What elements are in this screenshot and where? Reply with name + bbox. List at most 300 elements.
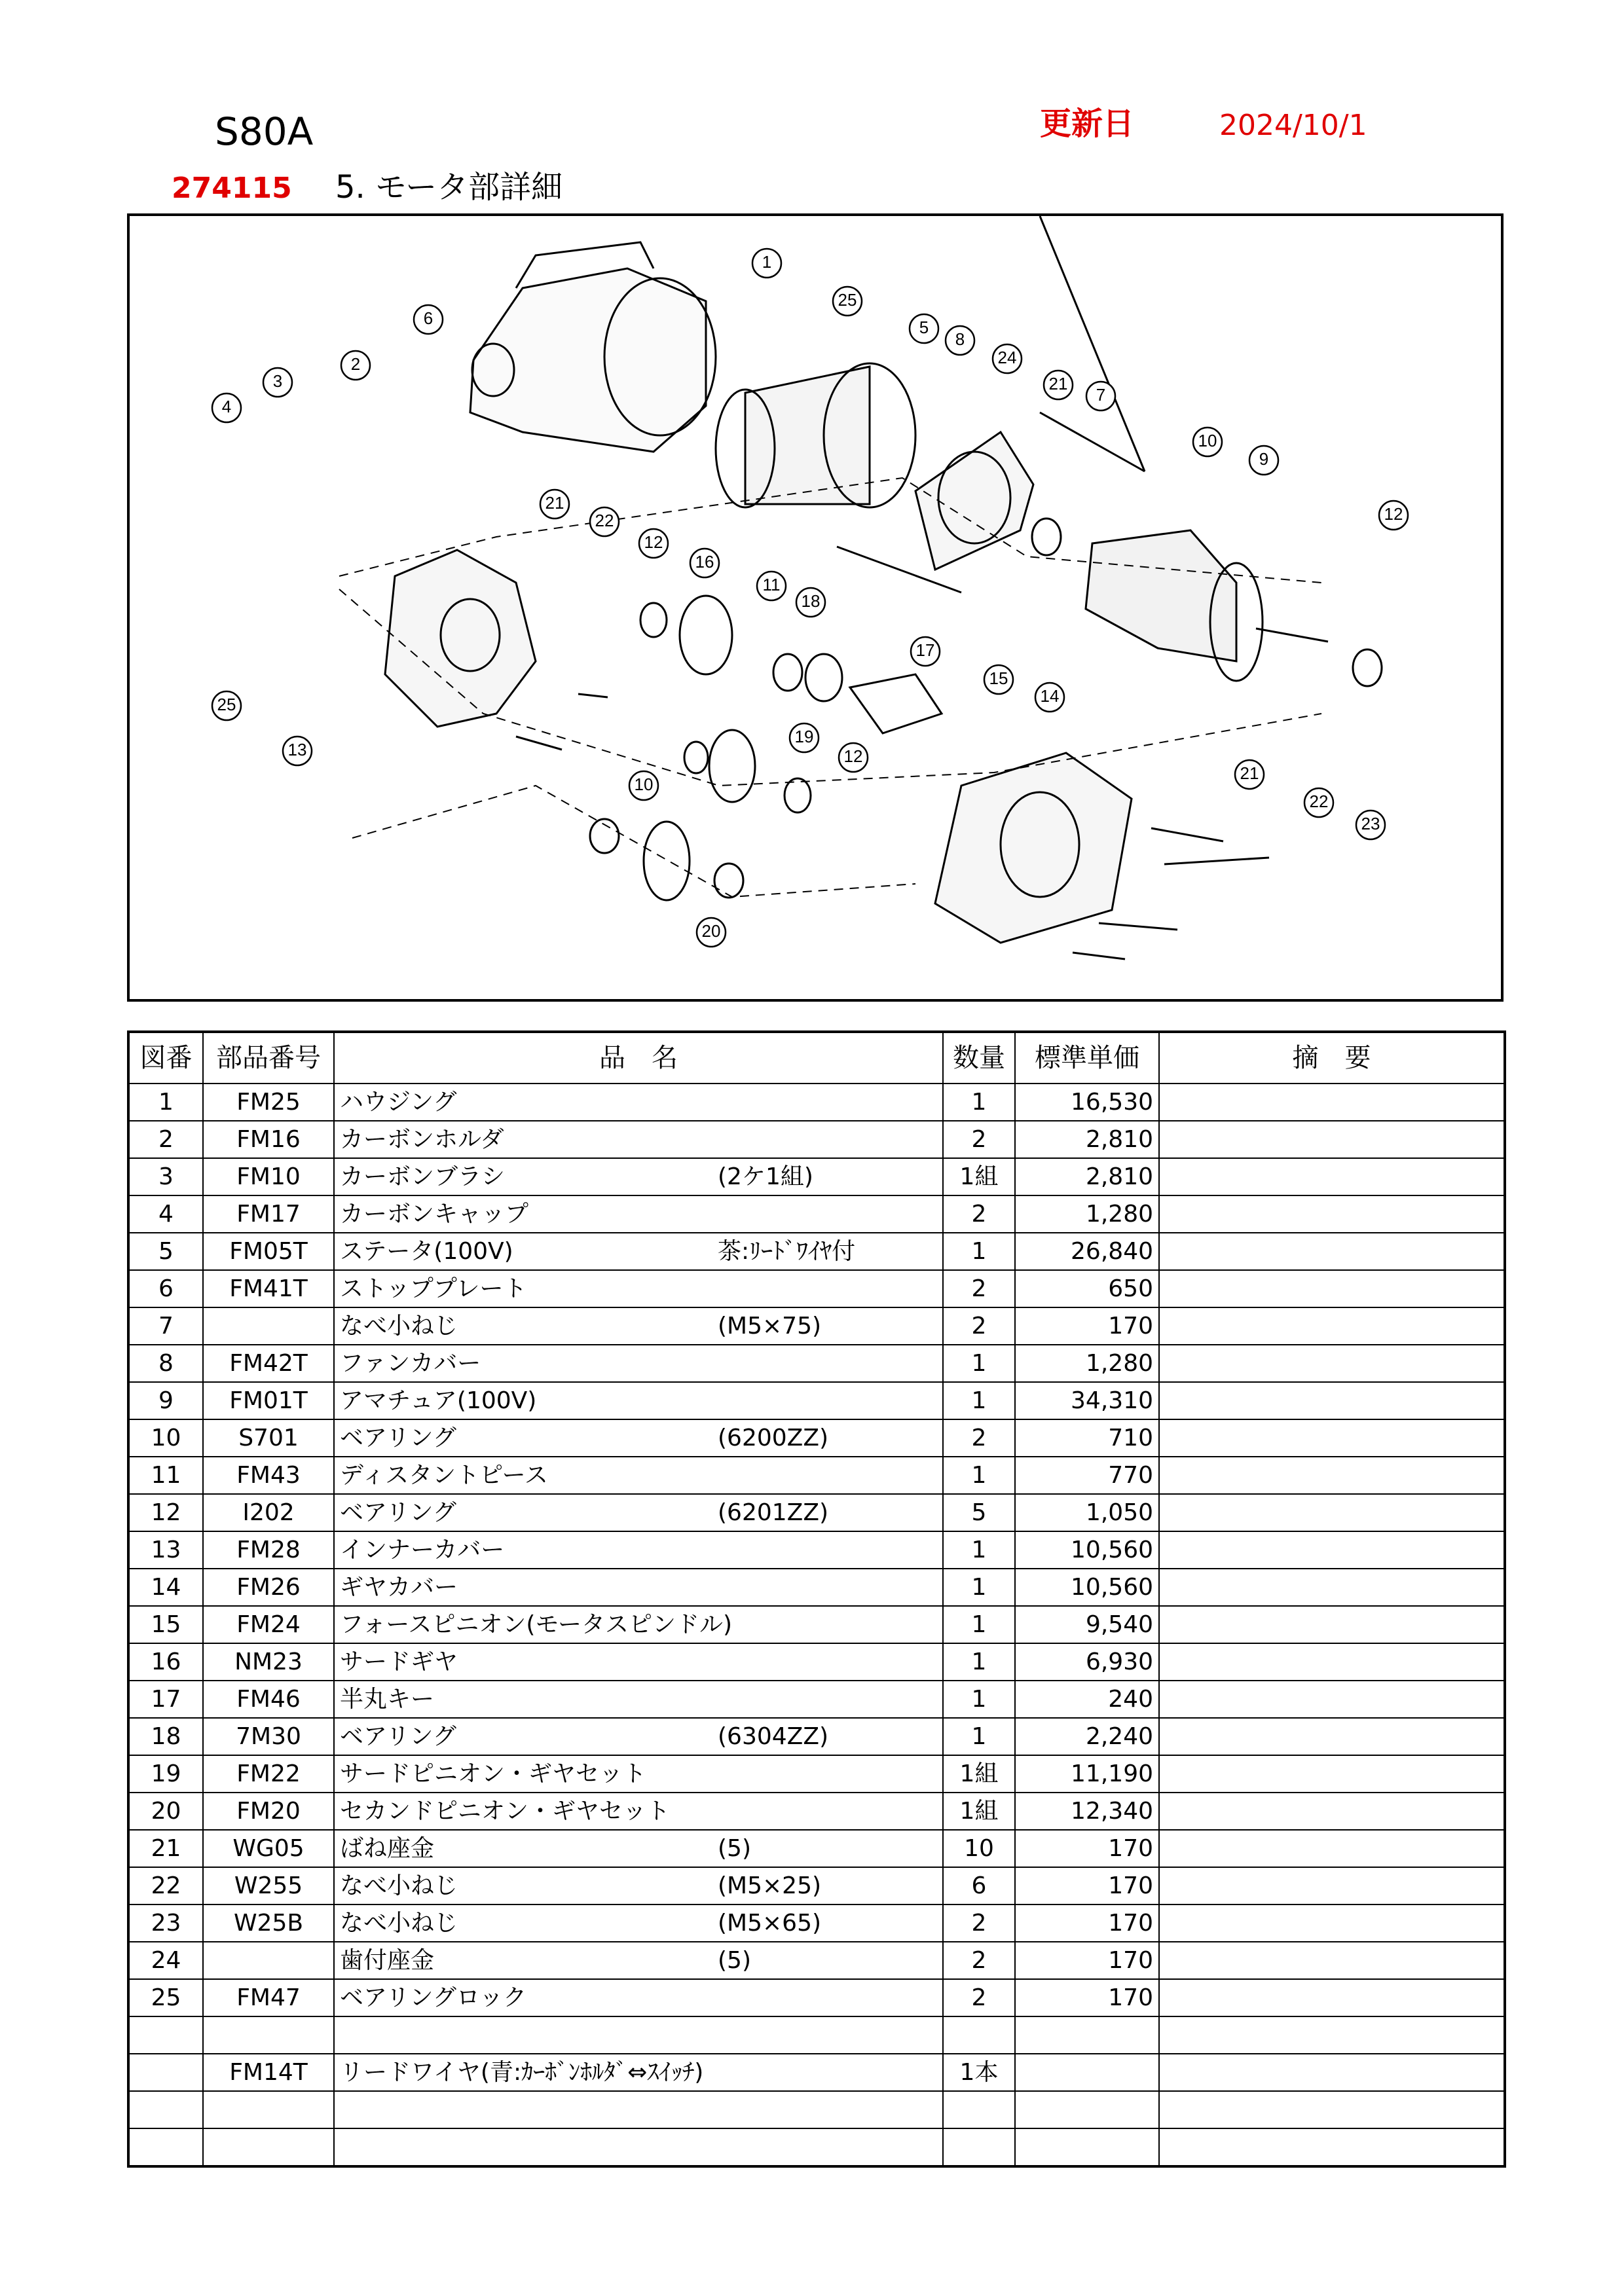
cell-remarks bbox=[1159, 1569, 1505, 1606]
cell-remarks bbox=[1159, 1830, 1505, 1867]
cell-part-no: FM16 bbox=[203, 1121, 334, 1158]
cell-fig-no: 24 bbox=[128, 1942, 203, 1979]
header-fig-no: 図番 bbox=[128, 1032, 203, 1084]
item-name: ベアリング bbox=[340, 1499, 456, 1526]
cell-item-name bbox=[334, 1942, 943, 1979]
header-item-name: 品 名 bbox=[334, 1032, 943, 1084]
cell-remarks bbox=[1159, 2128, 1505, 2166]
item-spec: (6200ZZ) bbox=[718, 1424, 829, 1451]
cell-fig-no: 25 bbox=[128, 1979, 203, 2016]
cell-fig-no: 23 bbox=[128, 1904, 203, 1942]
cell-unit-price: 11,190 bbox=[1015, 1755, 1159, 1793]
item-spec: (6304ZZ) bbox=[718, 1722, 829, 1750]
cell-unit-price: 170 bbox=[1015, 1942, 1159, 1979]
callout-number: 10 bbox=[634, 774, 654, 794]
item-name: なべ小ねじ bbox=[340, 1312, 458, 1339]
item-name: フォースピニオン(モータスピンドル) bbox=[340, 1611, 733, 1638]
cell-quantity: 1本 bbox=[943, 2054, 1015, 2091]
table-row bbox=[128, 1419, 1505, 1457]
item-name: ベアリング bbox=[340, 1424, 456, 1451]
cell-fig-no: 7 bbox=[128, 1307, 203, 1345]
cell-remarks bbox=[1159, 2091, 1505, 2128]
item-name: サードギヤ bbox=[340, 1648, 458, 1675]
cell-part-no: FM46 bbox=[203, 1681, 334, 1718]
table-header-row bbox=[128, 1032, 1505, 1084]
callout-number: 25 bbox=[217, 694, 236, 714]
cell-fig-no: 13 bbox=[128, 1531, 203, 1569]
cell-remarks bbox=[1159, 1233, 1505, 1270]
table-row bbox=[128, 1681, 1505, 1718]
cell-quantity: 2 bbox=[943, 1419, 1015, 1457]
table-row bbox=[128, 1158, 1505, 1195]
cell-fig-no: 6 bbox=[128, 1270, 203, 1307]
cell-quantity: 2 bbox=[943, 1979, 1015, 2016]
cell-quantity: 2 bbox=[943, 1121, 1015, 1158]
callout-number: 24 bbox=[997, 347, 1017, 367]
item-name: ベアリングロック bbox=[340, 1984, 527, 2011]
cell-remarks bbox=[1159, 1643, 1505, 1681]
cell-fig-no: 5 bbox=[128, 1233, 203, 1270]
cell-part-no bbox=[203, 2091, 334, 2128]
callout-number: 12 bbox=[1384, 503, 1403, 524]
cell-fig-no: 14 bbox=[128, 1569, 203, 1606]
cell-fig-no: 22 bbox=[128, 1867, 203, 1904]
update-date: 2024/10/1 bbox=[1219, 109, 1367, 142]
cell-part-no: FM41T bbox=[203, 1270, 334, 1307]
cell-remarks bbox=[1159, 1979, 1505, 2016]
cell-unit-price: 170 bbox=[1015, 1979, 1159, 2016]
cell-part-no: FM25 bbox=[203, 1084, 334, 1121]
table-row bbox=[128, 1830, 1505, 1867]
cell-quantity: 1 bbox=[943, 1382, 1015, 1419]
cell-fig-no: 11 bbox=[128, 1457, 203, 1494]
cell-remarks bbox=[1159, 1195, 1505, 1233]
cell-item-name bbox=[334, 1643, 943, 1681]
cell-quantity: 1 bbox=[943, 1569, 1015, 1606]
cell-item-name bbox=[334, 1755, 943, 1793]
cell-quantity: 1 bbox=[943, 1457, 1015, 1494]
table-row bbox=[128, 1307, 1505, 1345]
callout-number: 6 bbox=[423, 308, 434, 328]
model-name: S80A bbox=[215, 109, 314, 154]
cell-quantity: 1 bbox=[943, 1233, 1015, 1270]
cell-quantity: 2 bbox=[943, 1904, 1015, 1942]
cell-quantity bbox=[943, 2091, 1015, 2128]
callout-number: 21 bbox=[1240, 763, 1259, 783]
cell-unit-price bbox=[1015, 2091, 1159, 2128]
cell-unit-price: 1,280 bbox=[1015, 1195, 1159, 1233]
gear-19 bbox=[709, 730, 755, 802]
fan-cover-part bbox=[915, 432, 1033, 570]
callout-number: 5 bbox=[919, 317, 929, 337]
cell-fig-no: 1 bbox=[128, 1084, 203, 1121]
cell-unit-price: 1,050 bbox=[1015, 1494, 1159, 1531]
callout-number: 21 bbox=[545, 492, 564, 513]
cell-quantity: 1組 bbox=[943, 1158, 1015, 1195]
bearing-18 bbox=[805, 654, 842, 701]
part-code: 274115 bbox=[172, 172, 292, 205]
item-name: ギヤカバー bbox=[340, 1573, 458, 1601]
cell-fig-no: 20 bbox=[128, 1793, 203, 1830]
cell-unit-price: 16,530 bbox=[1015, 1084, 1159, 1121]
table-row bbox=[128, 1979, 1505, 2016]
cell-remarks bbox=[1159, 1942, 1505, 1979]
table-row bbox=[128, 1755, 1505, 1793]
cell-item-name bbox=[334, 1531, 943, 1569]
cell-part-no: FM14T bbox=[203, 2054, 334, 2091]
cell-quantity: 2 bbox=[943, 1942, 1015, 1979]
cell-quantity: 5 bbox=[943, 1494, 1015, 1531]
cell-item-name bbox=[334, 1121, 943, 1158]
callout-number: 12 bbox=[644, 532, 663, 552]
callout-number: 14 bbox=[1040, 685, 1060, 706]
table-row bbox=[128, 1382, 1505, 1419]
table-row bbox=[128, 1531, 1505, 1569]
cell-quantity: 10 bbox=[943, 1830, 1015, 1867]
cell-unit-price: 710 bbox=[1015, 1419, 1159, 1457]
cell-part-no: FM20 bbox=[203, 1793, 334, 1830]
cell-unit-price: 170 bbox=[1015, 1867, 1159, 1904]
cell-part-no: FM22 bbox=[203, 1755, 334, 1793]
item-name: サードピニオン・ギヤセット bbox=[340, 1760, 647, 1787]
cell-quantity bbox=[943, 2016, 1015, 2054]
cell-remarks bbox=[1159, 1755, 1505, 1793]
item-name: カーボンブラシ bbox=[340, 1163, 506, 1190]
cell-fig-no: 3 bbox=[128, 1158, 203, 1195]
cell-unit-price: 2,240 bbox=[1015, 1718, 1159, 1755]
cell-remarks bbox=[1159, 2054, 1505, 2091]
cell-remarks bbox=[1159, 1904, 1505, 1942]
cell-fig-no bbox=[128, 2016, 203, 2054]
gear-cover-part bbox=[935, 753, 1132, 943]
cell-remarks bbox=[1159, 1382, 1505, 1419]
cell-unit-price bbox=[1015, 2054, 1159, 2091]
item-name: カーボンホルダ bbox=[340, 1125, 504, 1153]
cell-item-name bbox=[334, 1158, 943, 1195]
cell-fig-no: 12 bbox=[128, 1494, 203, 1531]
cell-remarks bbox=[1159, 1307, 1505, 1345]
cell-quantity bbox=[943, 2128, 1015, 2166]
cell-item-name bbox=[334, 2091, 943, 2128]
pinion-15 bbox=[850, 674, 942, 733]
cell-remarks bbox=[1159, 1345, 1505, 1382]
callout-number: 2 bbox=[350, 354, 361, 374]
cell-remarks bbox=[1159, 1419, 1505, 1457]
update-label: 更新日 bbox=[1040, 105, 1135, 142]
cell-remarks bbox=[1159, 1158, 1505, 1195]
table-row bbox=[128, 1121, 1505, 1158]
cell-item-name bbox=[334, 1345, 943, 1382]
cell-item-name bbox=[334, 1718, 943, 1755]
cell-item-name bbox=[334, 1904, 943, 1942]
cell-unit-price: 770 bbox=[1015, 1457, 1159, 1494]
cell-quantity: 1組 bbox=[943, 1755, 1015, 1793]
table-row bbox=[128, 1233, 1505, 1270]
callout-number: 11 bbox=[762, 574, 781, 594]
cell-remarks bbox=[1159, 1121, 1505, 1158]
cell-quantity: 1 bbox=[943, 1643, 1015, 1681]
cell-quantity: 6 bbox=[943, 1867, 1015, 1904]
header-part-no: 部品番号 bbox=[203, 1032, 334, 1084]
item-spec: (M5×65) bbox=[718, 1909, 822, 1937]
cell-item-name bbox=[334, 1867, 943, 1904]
item-name: リードワイヤ(青:ｶｰﾎﾞﾝﾎﾙﾀﾞ⇔ｽｲｯﾁ) bbox=[340, 2058, 704, 2086]
cell-fig-no: 16 bbox=[128, 1643, 203, 1681]
screw-7 bbox=[1040, 216, 1145, 471]
cell-remarks bbox=[1159, 1681, 1505, 1718]
cell-unit-price: 240 bbox=[1015, 1681, 1159, 1718]
callout-number: 22 bbox=[1309, 791, 1329, 811]
table-row bbox=[128, 1457, 1505, 1494]
callout-number: 15 bbox=[989, 668, 1008, 688]
callout-number: 10 bbox=[1198, 430, 1217, 450]
header-remarks: 摘 要 bbox=[1159, 1032, 1505, 1084]
cell-part-no: FM01T bbox=[203, 1382, 334, 1419]
table-row bbox=[128, 1718, 1505, 1755]
cell-remarks bbox=[1159, 1084, 1505, 1121]
item-spec: 茶:ﾘｰﾄﾞﾜｲﾔ付 bbox=[718, 1237, 856, 1265]
cell-part-no bbox=[203, 2016, 334, 2054]
cell-item-name bbox=[334, 2016, 943, 2054]
cell-unit-price: 170 bbox=[1015, 1307, 1159, 1345]
cell-part-no: W255 bbox=[203, 1867, 334, 1904]
cell-fig-no: 9 bbox=[128, 1382, 203, 1419]
cell-part-no bbox=[203, 2128, 334, 2166]
cell-item-name bbox=[334, 1494, 943, 1531]
cell-item-name bbox=[334, 1419, 943, 1457]
table-row bbox=[128, 1606, 1505, 1643]
gear-16 bbox=[680, 596, 732, 674]
cell-remarks bbox=[1159, 1531, 1505, 1569]
table-row bbox=[128, 1084, 1505, 1121]
callout-number: 8 bbox=[955, 329, 965, 349]
table-row bbox=[128, 1569, 1505, 1606]
item-name: 歯付座金 bbox=[340, 1946, 435, 1974]
cell-unit-price bbox=[1015, 2128, 1159, 2166]
callout-number: 3 bbox=[272, 371, 283, 391]
cell-remarks bbox=[1159, 1494, 1505, 1531]
table-row bbox=[128, 1643, 1505, 1681]
cell-fig-no bbox=[128, 2054, 203, 2091]
item-name: ストッププレート bbox=[340, 1275, 527, 1302]
callout-number: 23 bbox=[1361, 813, 1380, 833]
cell-unit-price: 12,340 bbox=[1015, 1793, 1159, 1830]
callout-number: 12 bbox=[843, 746, 863, 766]
cell-item-name bbox=[334, 1793, 943, 1830]
item-name: ハウジング bbox=[340, 1088, 457, 1116]
cell-remarks bbox=[1159, 1606, 1505, 1643]
cell-fig-no: 10 bbox=[128, 1419, 203, 1457]
cell-part-no: NM23 bbox=[203, 1643, 334, 1681]
callout-number: 4 bbox=[221, 396, 232, 416]
cell-item-name bbox=[334, 1681, 943, 1718]
gear-20 bbox=[644, 822, 690, 900]
callout-number: 7 bbox=[1096, 384, 1106, 405]
callout-number: 20 bbox=[701, 920, 721, 941]
cell-fig-no: 4 bbox=[128, 1195, 203, 1233]
cell-part-no bbox=[203, 1942, 334, 1979]
table-row bbox=[128, 1195, 1505, 1233]
cell-part-no: FM17 bbox=[203, 1195, 334, 1233]
cell-unit-price: 2,810 bbox=[1015, 1158, 1159, 1195]
cell-part-no: FM47 bbox=[203, 1979, 334, 2016]
cell-item-name bbox=[334, 1457, 943, 1494]
cell-part-no: WG05 bbox=[203, 1830, 334, 1867]
cell-unit-price: 170 bbox=[1015, 1904, 1159, 1942]
cell-quantity: 1 bbox=[943, 1531, 1015, 1569]
header-unit-price: 標準単価 bbox=[1015, 1032, 1159, 1084]
cell-quantity: 2 bbox=[943, 1195, 1015, 1233]
item-spec: (M5×25) bbox=[718, 1872, 822, 1899]
bearing-19b bbox=[684, 742, 708, 773]
cell-fig-no: 2 bbox=[128, 1121, 203, 1158]
cell-part-no: FM05T bbox=[203, 1233, 334, 1270]
cell-unit-price: 650 bbox=[1015, 1270, 1159, 1307]
item-spec: (M5×75) bbox=[718, 1312, 822, 1339]
item-name: なべ小ねじ bbox=[340, 1872, 458, 1899]
item-name: ファンカバー bbox=[340, 1349, 481, 1377]
cell-item-name bbox=[334, 1979, 943, 2016]
cell-quantity: 1組 bbox=[943, 1793, 1015, 1830]
cell-item-name bbox=[334, 1830, 943, 1867]
cell-unit-price: 10,560 bbox=[1015, 1531, 1159, 1569]
cell-part-no: I202 bbox=[203, 1494, 334, 1531]
item-name: ばね座金 bbox=[340, 1834, 435, 1862]
cell-item-name bbox=[334, 1270, 943, 1307]
callout-number: 18 bbox=[801, 591, 821, 611]
bearing-12a bbox=[1353, 649, 1382, 686]
table-row bbox=[128, 2016, 1505, 2054]
table-row bbox=[128, 2128, 1505, 2166]
cell-part-no: S701 bbox=[203, 1419, 334, 1457]
section-title: 5. モータ部詳細 bbox=[335, 169, 563, 206]
housing-part bbox=[470, 242, 716, 452]
cell-part-no: 7M30 bbox=[203, 1718, 334, 1755]
cell-fig-no: 17 bbox=[128, 1681, 203, 1718]
cell-unit-price: 6,930 bbox=[1015, 1643, 1159, 1681]
item-name: ステータ(100V) bbox=[340, 1237, 513, 1265]
stator-part bbox=[716, 363, 915, 507]
cell-unit-price: 34,310 bbox=[1015, 1382, 1159, 1419]
cell-unit-price: 9,540 bbox=[1015, 1606, 1159, 1643]
cell-quantity: 2 bbox=[943, 1270, 1015, 1307]
bearing-11 bbox=[773, 654, 802, 691]
header-quantity: 数量 bbox=[943, 1032, 1015, 1084]
item-name: インナーカバー bbox=[340, 1536, 505, 1563]
item-name: 半丸キー bbox=[340, 1685, 435, 1713]
table-row bbox=[128, 1793, 1505, 1830]
callout-number: 25 bbox=[838, 289, 857, 310]
callout-number: 17 bbox=[915, 640, 935, 660]
inner-cover-part bbox=[385, 550, 536, 727]
cell-fig-no bbox=[128, 2128, 203, 2166]
bearing-20b bbox=[714, 864, 743, 898]
item-name: ディスタントピース bbox=[340, 1461, 548, 1489]
callout-number: 22 bbox=[595, 510, 614, 530]
exploded-diagram-drawing bbox=[130, 216, 1506, 1004]
item-name: アマチュア(100V) bbox=[340, 1387, 537, 1414]
armature-part bbox=[1086, 530, 1328, 681]
cell-fig-no: 15 bbox=[128, 1606, 203, 1643]
table-row bbox=[128, 2054, 1505, 2091]
cell-part-no: FM28 bbox=[203, 1531, 334, 1569]
table-row bbox=[128, 2091, 1505, 2128]
bearing-12b bbox=[640, 603, 667, 637]
cell-item-name bbox=[334, 1307, 943, 1345]
cell-item-name bbox=[334, 1233, 943, 1270]
cell-remarks bbox=[1159, 1270, 1505, 1307]
table-row bbox=[128, 1494, 1505, 1531]
callout-number: 1 bbox=[762, 251, 772, 272]
cell-remarks bbox=[1159, 2016, 1505, 2054]
item-spec: (5) bbox=[718, 1834, 751, 1862]
cell-quantity: 1 bbox=[943, 1681, 1015, 1718]
callout-number: 9 bbox=[1259, 448, 1269, 469]
table-row bbox=[128, 1904, 1505, 1942]
cell-unit-price: 2,810 bbox=[1015, 1121, 1159, 1158]
item-name: セカンドピニオン・ギヤセット bbox=[340, 1797, 671, 1825]
table-row bbox=[128, 1867, 1505, 1904]
cell-fig-no: 21 bbox=[128, 1830, 203, 1867]
cell-unit-price: 170 bbox=[1015, 1830, 1159, 1867]
cell-part-no: FM42T bbox=[203, 1345, 334, 1382]
cell-quantity: 1 bbox=[943, 1606, 1015, 1643]
cell-part-no: FM26 bbox=[203, 1569, 334, 1606]
cell-item-name bbox=[334, 1606, 943, 1643]
item-name: なべ小ねじ bbox=[340, 1909, 458, 1937]
table-row bbox=[128, 1942, 1505, 1979]
cell-part-no: FM10 bbox=[203, 1158, 334, 1195]
cell-quantity: 1 bbox=[943, 1345, 1015, 1382]
cell-remarks bbox=[1159, 1718, 1505, 1755]
cell-item-name bbox=[334, 1084, 943, 1121]
cell-remarks bbox=[1159, 1867, 1505, 1904]
item-spec: (2ケ1組) bbox=[718, 1163, 813, 1190]
cell-part-no bbox=[203, 1307, 334, 1345]
cell-unit-price: 1,280 bbox=[1015, 1345, 1159, 1382]
callout-number: 21 bbox=[1048, 373, 1068, 393]
parts-table bbox=[127, 1030, 1506, 2168]
bearing-12c bbox=[784, 778, 811, 812]
cell-quantity: 1 bbox=[943, 1718, 1015, 1755]
cell-quantity: 1 bbox=[943, 1084, 1015, 1121]
cell-unit-price: 26,840 bbox=[1015, 1233, 1159, 1270]
cell-item-name bbox=[334, 1195, 943, 1233]
exploded-diagram bbox=[127, 213, 1504, 1002]
cell-quantity: 2 bbox=[943, 1307, 1015, 1345]
callout-number: 19 bbox=[794, 726, 814, 746]
cell-unit-price: 10,560 bbox=[1015, 1569, 1159, 1606]
cell-item-name bbox=[334, 1569, 943, 1606]
table-row bbox=[128, 1270, 1505, 1307]
bearing-10a bbox=[1032, 519, 1061, 555]
item-spec: (6201ZZ) bbox=[718, 1499, 829, 1526]
cell-fig-no bbox=[128, 2091, 203, 2128]
callout-number: 13 bbox=[287, 739, 307, 759]
table-row bbox=[128, 1345, 1505, 1382]
cell-item-name bbox=[334, 2128, 943, 2166]
cell-fig-no: 19 bbox=[128, 1755, 203, 1793]
cell-item-name bbox=[334, 2054, 943, 2091]
callout-number: 16 bbox=[695, 551, 714, 572]
cell-part-no: FM43 bbox=[203, 1457, 334, 1494]
cell-fig-no: 18 bbox=[128, 1718, 203, 1755]
cell-part-no: W25B bbox=[203, 1904, 334, 1942]
item-name: カーボンキャップ bbox=[340, 1200, 529, 1228]
cell-part-no: FM24 bbox=[203, 1606, 334, 1643]
cell-remarks bbox=[1159, 1793, 1505, 1830]
item-name: ベアリング bbox=[340, 1722, 456, 1750]
